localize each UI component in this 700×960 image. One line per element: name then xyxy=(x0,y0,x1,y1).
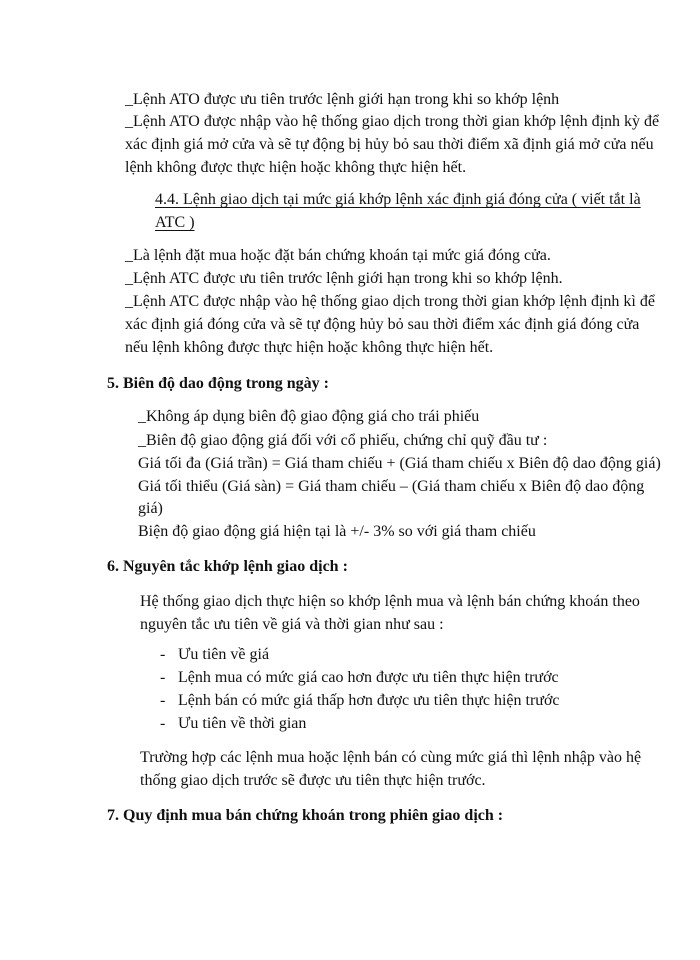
atc-text-line-2: _Lệnh ATC được ưu tiên trước lệnh giới hạn trong khi so khớp lệnh. xyxy=(125,270,563,287)
bullet-dash-4: - xyxy=(160,715,166,732)
sec5-current-range: Biện độ giao động giá hiện tại là +/- 3% so với giá tham chiếu xyxy=(138,523,536,540)
sec5-text-line-1: _Không áp dụng biên độ giao động giá cho trái phiếu xyxy=(138,408,480,425)
ato-text-line-1: _Lệnh ATO được ưu tiên trước lệnh giới hạn trong khi so khớp lệnh xyxy=(125,91,560,108)
section-7-heading: 7. Quy định mua bán chứng khoán trong phiên giao dịch : xyxy=(107,807,504,824)
section-5-heading: 5. Biên độ dao động trong ngày : xyxy=(107,375,329,392)
atc-text-line-1: _Là lệnh đặt mua hoặc đặt bán chứng khoán tại mức giá đóng cửa. xyxy=(125,247,551,264)
section-6-heading: 6. Nguyên tắc khớp lệnh giao dịch : xyxy=(107,558,348,575)
sec5-formula-max: Giá tối đa (Giá trần) = Giá tham chiếu + (Giá tham chiếu x Biên độ dao động giá) xyxy=(138,455,661,472)
bullet-item-4: Ưu tiên về thời gian xyxy=(178,715,307,732)
ato-text-line-2: _Lệnh ATO được nhập vào hệ thống giao dịch trong thời gian khớp lệnh định kỳ để xyxy=(125,113,660,130)
sec6-intro-line-2: nguyên tắc ưu tiên về giá và thời gian như sau : xyxy=(140,616,444,633)
bullet-item-3: Lệnh bán có mức giá thấp hơn được ưu tiên thực hiện trước xyxy=(178,692,560,709)
atc-text-line-5: nếu lệnh không được thực hiện hoặc không thực hiện hết. xyxy=(125,339,494,356)
sec6-intro-line-1: Hệ thống giao dịch thực hiện so khớp lệnh mua và lệnh bán chứng khoán theo xyxy=(140,593,640,610)
sec6-outro-line-2: thống giao dịch trước sẽ được ưu tiên thực hiện trước. xyxy=(140,772,486,789)
atc-subheading-line-1: 4.4. Lệnh giao dịch tại mức giá khớp lệnh xác định giá đóng cửa ( viết tắt là xyxy=(155,191,641,208)
bullet-dash-1: - xyxy=(160,646,166,663)
bullet-dash-2: - xyxy=(160,669,166,686)
sec5-text-line-2: _Biên độ giao động giá đối với cổ phiếu, chứng chỉ quỹ đầu tư : xyxy=(138,432,548,449)
sec6-outro-line-1: Trường hợp các lệnh mua hoặc lệnh bán có cùng mức giá thì lệnh nhập vào hệ xyxy=(140,749,642,766)
ato-text-line-3: xác định giá mở cửa và sẽ tự động bị hủy bỏ sau thời điểm xã định giá mở cửa nếu xyxy=(125,136,654,153)
bullet-item-2: Lệnh mua có mức giá cao hơn được ưu tiên thực hiện trước xyxy=(178,669,559,686)
atc-text-line-3: _Lệnh ATC được nhập vào hệ thống giao dịch trong thời gian khớp lệnh định kì để xyxy=(125,293,655,310)
atc-subheading-line-2: ATC ) xyxy=(155,214,195,231)
bullet-item-1: Ưu tiên về giá xyxy=(178,646,270,663)
atc-text-line-4: xác định giá đóng cửa và sẽ tự động hủy bỏ sau thời điểm xác định giá đóng cửa xyxy=(125,316,640,333)
sec5-formula-min-line-2: giá) xyxy=(138,500,163,517)
sec5-formula-min-line-1: Giá tối thiểu (Giá sàn) = Giá tham chiếu – (Giá tham chiếu x Biên độ dao động xyxy=(138,478,645,495)
ato-text-line-4: lệnh không được thực hiện hoặc không thực hiện hết. xyxy=(125,159,467,176)
bullet-dash-3: - xyxy=(160,692,166,709)
